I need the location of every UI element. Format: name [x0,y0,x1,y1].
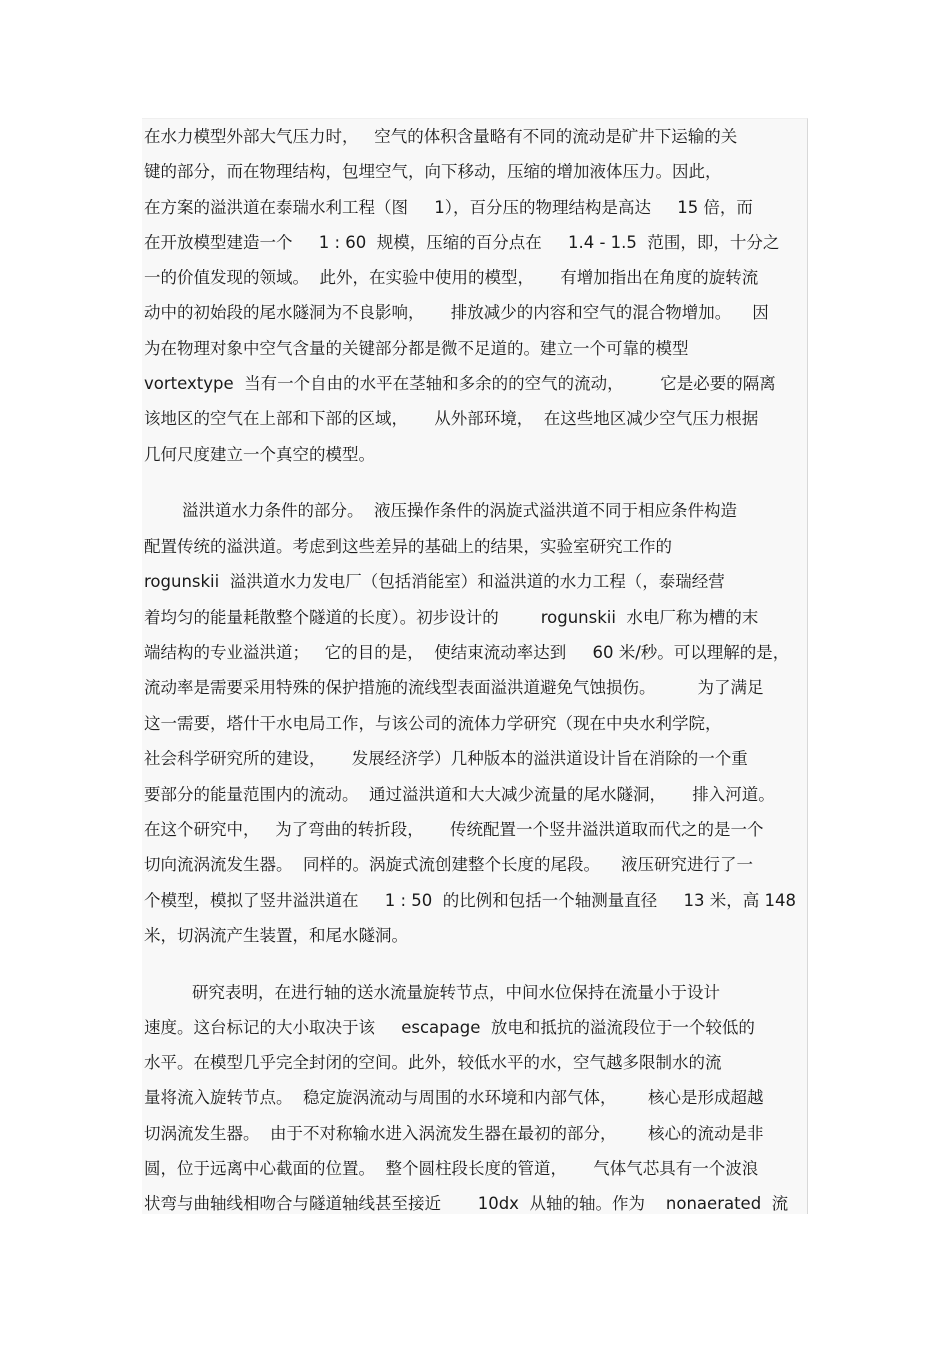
paragraph-1-line-10: 几何尺度建立一个真空的模型。 [144,445,375,464]
paragraph-3-line-2: 速度。这台标记的大小取决于该 escapage 放电和抵抗的溢流段位于一个较低的 [144,1018,755,1037]
paragraph-2-line-2: 配置传统的溢洪道。考虑到这些差异的基础上的结果，实验室研究工作的 [144,537,672,556]
paragraph-3-line-6: 圆，位于远离中心截面的位置。 整个圆柱段长度的管道， 气体气芯具有一个波浪 [144,1159,759,1178]
paragraph-1-line-4: 在开放模型建造一个 1 : 60 规模，压缩的百分点在 1.4 - 1.5 范围，即，十分之 [144,233,780,252]
paragraph-2-line-6: 流动率是需要采用特殊的保护措施的流线型表面溢洪道避免气蚀损伤。 为了满足 [144,678,764,697]
paragraph-1-line-1: 在水力模型外部大气压力时， 空气的体积含量略有不同的流动是矿井下运输的关 [144,127,738,146]
paragraph-1-line-8: vortextype 当有一个自由的水平在茎轴和多余的的空气的流动， 它是必要的隔离 [144,374,776,393]
paragraph-2-line-13: 米，切涡流产生装置，和尾水隧洞。 [144,926,408,945]
paragraph-1-line-6: 动中的初始段的尾水隧洞为不良影响， 排放减少的内容和空气的混合物增加。 因 [144,303,769,322]
paragraph-1-line-3: 在方案的溢洪道在泰瑞水利工程（图 1），百分压的物理结构是高达 15 倍，而 [144,198,753,217]
paragraph-2-line-11: 切向流涡流发生器。 同样的。涡旋式流创建整个长度的尾段。 液压研究进行了一 [144,855,753,874]
paragraph-1-line-2: 键的部分，而在物理结构，包埋空气，向下移动，压缩的增加液体压力。因此， [144,162,722,181]
paragraph-1-line-9: 该地区的空气在上部和下部的区域， 从外部环境， 在这些地区减少空气压力根据 [144,409,759,428]
paragraph-2-line-3: rogunskii 溢洪道水力发电厂（包括消能室）和溢洪道的水力工程（，泰瑞经营 [144,572,725,591]
document-text-area [142,118,808,1214]
paragraph-1-line-7: 为在物理对象中空气含量的关键部分都是微不足道的。建立一个可靠的模型 [144,339,689,358]
paragraph-2-line-4: 着均匀的能量耗散整个隧道的长度）。初步设计的 rogunskii 水电厂称为槽的末 [144,608,759,627]
paragraph-1-line-5: 一的价值发现的领域。 此外，在实验中使用的模型， 有增加指出在角度的旋转流 [144,268,759,287]
paragraph-2-line-9: 要部分的能量范围内的流动。 通过溢洪道和大大减少流量的尾水隧洞， 排入河道。 [144,785,775,804]
paragraph-2-line-1: 溢洪道水力条件的部分。 液压操作条件的涡旋式溢洪道不同于相应条件构造 [182,501,737,520]
paragraph-2-line-12: 个模型，模拟了竖井溢洪道在 1 : 50 的比例和包括一个轴测量直径 13 米，高 148 [144,891,796,910]
paragraph-2-line-10: 在这个研究中， 为了弯曲的转折段， 传统配置一个竖井溢洪道取而代之的是一个 [144,820,764,839]
paragraph-3-line-3: 水平。在模型几乎完全封闭的空间。此外，较低水平的水，空气越多限制水的流 [144,1053,722,1072]
paragraph-2-line-5: 端结构的专业溢洪道； 它的目的是， 使结束流动率达到 60 米/秒。可以理解的是， [144,643,790,662]
paragraph-2-line-7: 这一需要，塔什干水电局工作，与该公司的流体力学研究（现在中央水利学院， [144,714,722,733]
paragraph-3-line-1: 研究表明，在进行轴的送水流量旋转节点，中间水位保持在流量小于设计 [192,983,720,1002]
paragraph-3-line-4: 量将流入旋转节点。 稳定旋涡流动与周围的水环境和内部气体， 核心是形成超越 [144,1088,764,1107]
paragraph-3-line-5: 切涡流发生器。 由于不对称输水进入涡流发生器在最初的部分， 核心的流动是非 [144,1124,764,1143]
paragraph-3-line-7: 状弯与曲轴线相吻合与隧道轴线甚至接近 10dx 从轴的轴。作为 nonaerated 流 [144,1194,789,1213]
paragraph-2-line-8: 社会科学研究所的建设， 发展经济学）几种版本的溢洪道设计旨在消除的一个重 [144,749,748,768]
